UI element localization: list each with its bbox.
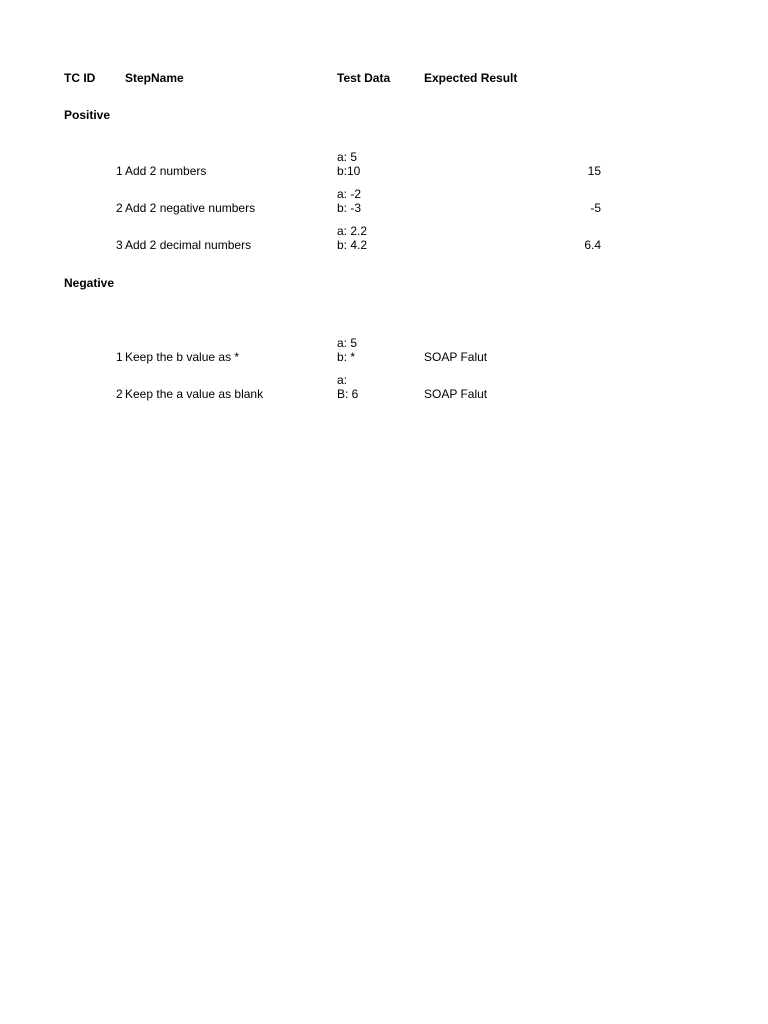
step-name: Keep the a value as blank [125,387,264,401]
section-title-positive: Positive [64,108,111,122]
expected-result: SOAP Falut [424,350,488,364]
step-name: Keep the b value as * [125,350,240,364]
expected-result: 15 [587,164,601,178]
expected-result: -5 [590,201,601,215]
section-title-negative: Negative [64,276,115,290]
expected-result: SOAP Falut [424,387,488,401]
step-id: 2 [116,387,123,401]
step-name: Add 2 numbers [125,164,207,178]
step-name: Add 2 decimal numbers [125,238,252,252]
step-id: 1 [116,350,123,364]
step-id: 2 [116,201,123,215]
test-data-a: a: 5 [337,336,358,350]
test-data-a: a: [337,373,348,387]
test-data-b: b: * [337,350,356,364]
test-data-a: a: 2.2 [337,224,368,238]
test-data-b: b: 4.2 [337,238,368,252]
header-expected-result: Expected Result [424,71,518,85]
header-test-data: Test Data [337,71,391,85]
test-data-b: b: -3 [337,201,362,215]
header-tc-id: TC ID [64,71,96,85]
step-id: 1 [116,164,123,178]
test-data-b: b:10 [337,164,361,178]
test-data-b: B: 6 [337,387,359,401]
header-step-name: StepName [125,71,184,85]
step-id: 3 [116,238,123,252]
test-data-a: a: 5 [337,150,358,164]
expected-result: 6.4 [584,238,601,252]
test-data-a: a: -2 [337,187,362,201]
step-name: Add 2 negative numbers [125,201,256,215]
